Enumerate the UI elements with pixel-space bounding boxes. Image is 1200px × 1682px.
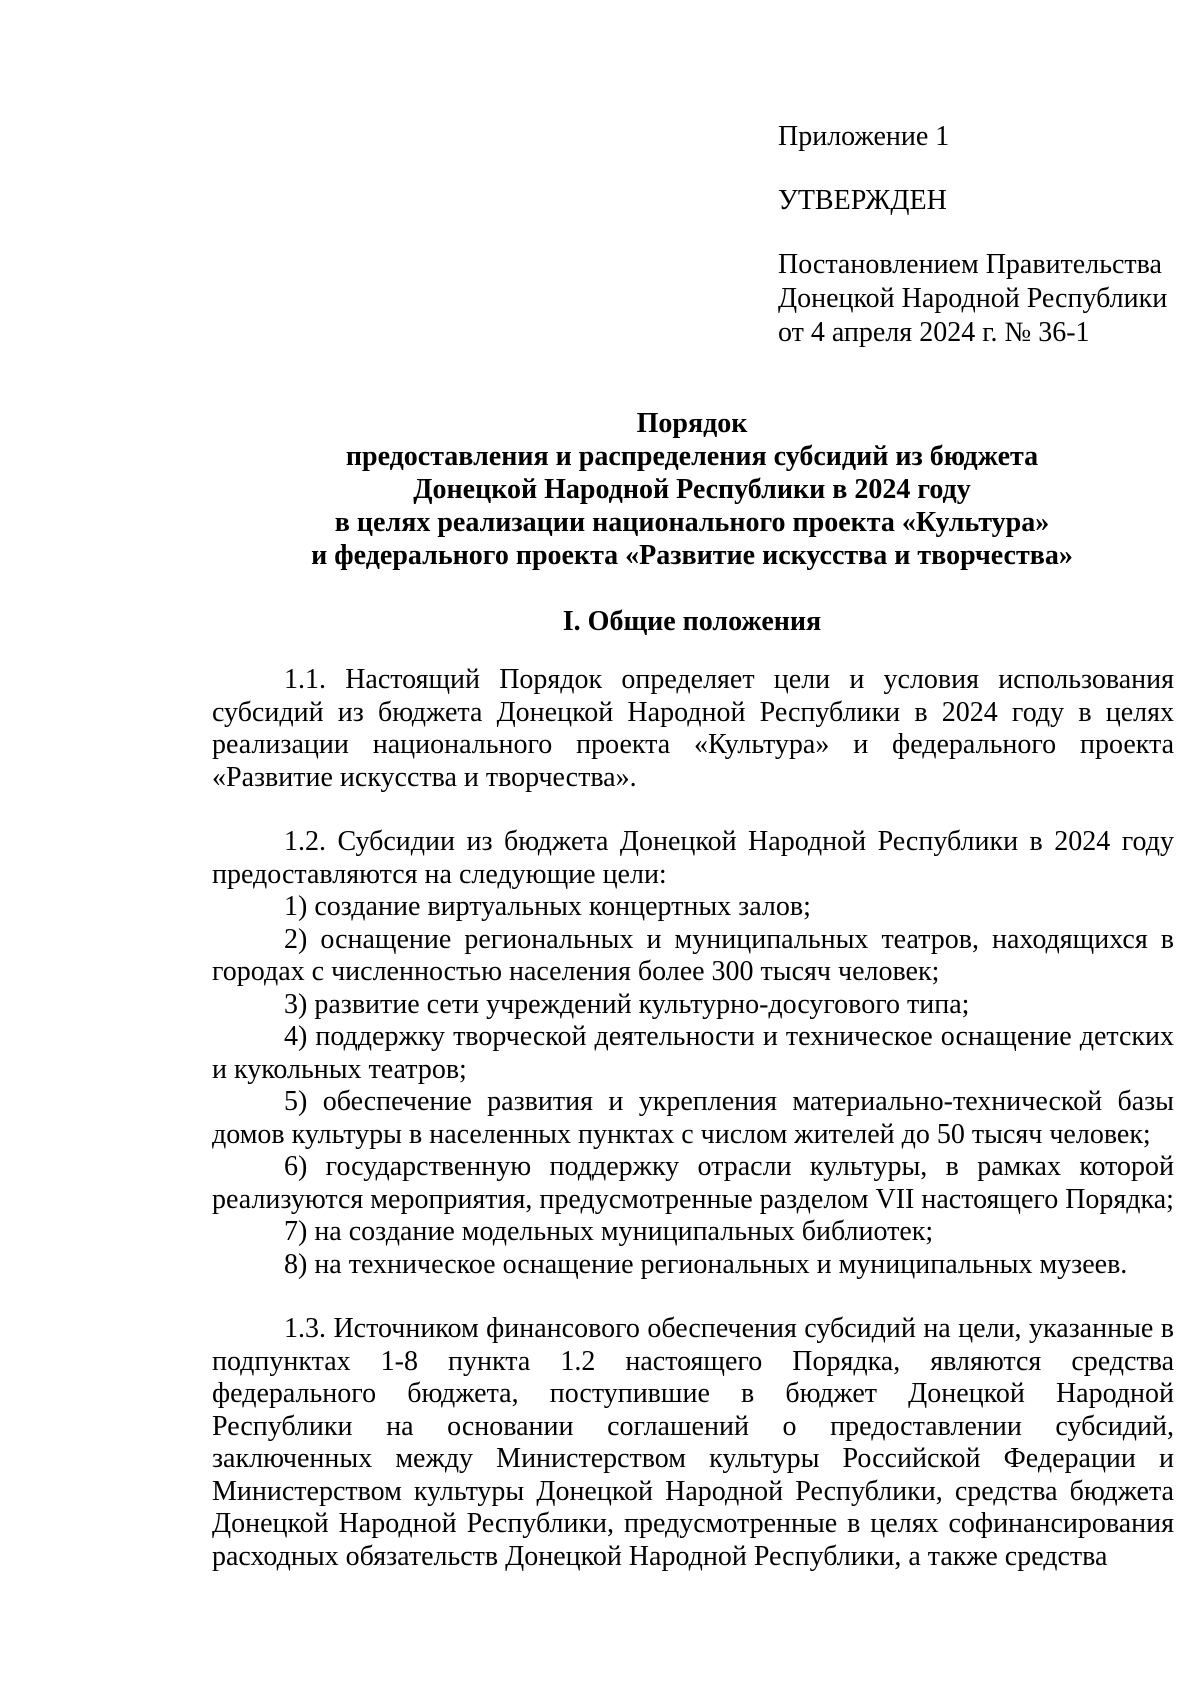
list-item: 8) на техническое оснащение региональных и муниципальных музеев. [284,1248,1128,1280]
decree-line: Постановлением Правительства [778,249,1162,280]
title-line: Донецкой Народной Республики в 2024 году [413,474,971,505]
paragraph-1-3: 1.3. Источником финансового обеспечения субсидий на цели, указанные в подпунктах 1-8 пункта 1.2 настоящего Порядка, являются средства федерального бюджета, поступившие в бюджет Донецкой Народной Республики на основании соглашений о предоставлении субсидий, заключенных между Министерством культуры Российской Федерации и Министерством культуры Донецкой Народной Республики, средства бюджета Донецкой Народной Республики, предусмотренные в целях софинансирования расходных обязательств Донецкой Народной Республики, а также средства [212,1313,1174,1572]
list-item: 7) на создание модельных муниципальных библиотек; [284,1216,934,1247]
section-heading: I. Общие положения [562,606,822,637]
title-line: предоставления и распределения субсидий из бюджета [345,441,1039,472]
list-item: 4) поддержку творческой деятельности и техническое оснащение детских и кукольных театров; [212,1021,1174,1085]
decree-line: Донецкой Народной Республики [778,283,1168,314]
title-line: и федерального проекта «Развитие искусства и творчества» [311,540,1073,571]
appendix-block [778,120,1178,350]
list-item: 2) оснащение региональных и муниципальных театров, находящихся в городах с численностью населения более 300 тысяч человек; [212,923,1174,987]
appendix-label: Приложение 1 [778,121,950,152]
document-title [210,407,1174,572]
paragraph-1-1: 1.1. Настоящий Порядок определяет цели и условия использования субсидий из бюджета Донецкой Народной Республики в 2024 году в целях реализации национального проекта «Культура» и федерального проекта «Развитие искусства и творчества». [212,664,1174,793]
title-line: в целях реализации национального проекта «Культура» [334,507,1050,538]
title-line: Порядок [636,408,748,439]
decree-line: от 4 апреля 2024 г. № 36-1 [778,317,1090,348]
approved-stamp-text: УТВЕРЖДЕН [778,185,947,216]
paragraph-1-2: 1.2. Субсидии из бюджета Донецкой Народной Республики в 2024 году предоставляются на следующие цели: [212,826,1174,890]
list-item: 6) государственную поддержку отрасли культуры, в рамках которой реализуются мероприятия, предусмотренные разделом VII настоящего Порядка; [212,1151,1174,1215]
list-item: 1) создание виртуальных концертных залов; [284,891,811,922]
decree-reference [778,248,1178,350]
list-item: 3) развитие сети учреждений культурно-досугового типа; [284,988,970,1020]
list-item: 5) обеспечение развития и укрепления материально-технической базы домов культуры в населенных пунктах с числом жителей до 50 тысяч человек; [212,1086,1174,1150]
document-body [212,664,1174,1573]
